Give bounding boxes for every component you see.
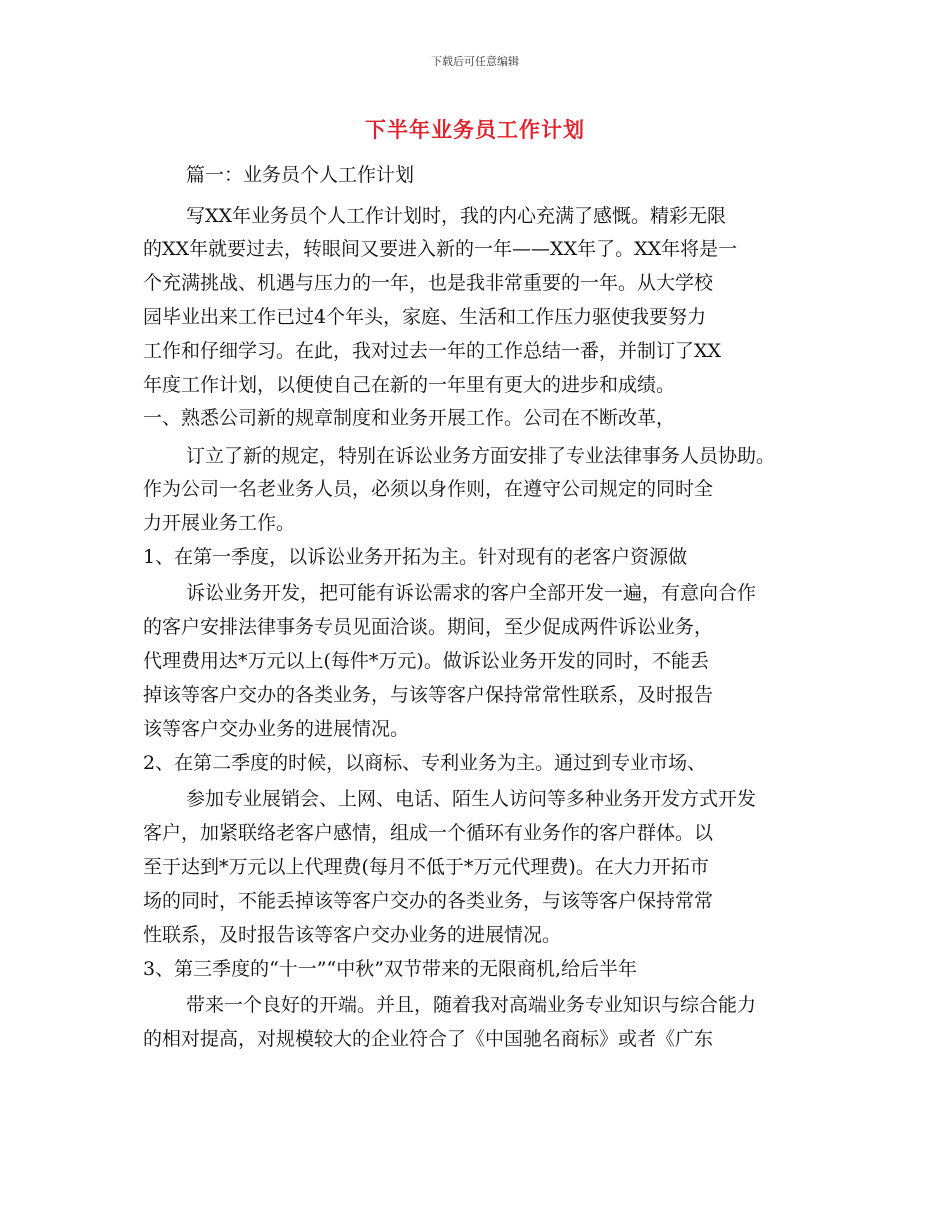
paragraph-line: 一、熟悉公司新的规章制度和业务开展工作。公司在不断改革， [143, 407, 676, 429]
paragraph-line: 带来一个良好的开端。并且，随着我对高端业务专业知识与综合能力 [186, 994, 757, 1016]
section-heading: 篇一：业务员个人工作计划 [186, 164, 415, 186]
paragraph-line: 2、在第二季度的时候，以商标、专利业务为主。通过到专业市场、 [143, 752, 707, 774]
paragraph-line: 参加专业展销会、上网、电话、陌生人访问等多种业务开发方式开发 [186, 788, 757, 810]
paragraph-line: 1、在第一季度，以诉讼业务开拓为主。针对现有的老客户资源做 [143, 546, 688, 568]
paragraph-line: 作为公司一名老业务人员，必须以身作则，在遵守公司规定的同时全 [143, 478, 714, 500]
paragraph-line: 的客户安排法律事务专员见面洽谈。期间，至少促成两件诉讼业务， [143, 616, 714, 638]
paragraph-line: 至于达到*万元以上代理费(每月不低于*万元代理费)。在大力开拓市 [143, 856, 709, 878]
paragraph-line: 的相对提高，对规模较大的企业符合了《中国驰名商标》或者《广东 [143, 1028, 714, 1050]
paragraph-line: 客户，加紧联络老客户感情，组成一个循环有业务作的客户群体。以 [143, 822, 714, 844]
paragraph-line: 力开展业务工作。 [143, 512, 296, 534]
paragraph-line: 诉讼业务开发，把可能有诉讼需求的客户全部开发一遍，有意向合作 [186, 582, 757, 604]
paragraph-line: 订立了新的规定，特别在诉讼业务方面安排了专业法律事务人员协助。 [186, 445, 776, 467]
paragraph-line: 场的同时，不能丢掉该等客户交办的各类业务，与该等客户保持常常 [143, 890, 714, 912]
paragraph-line: 掉该等客户交办的各类业务，与该等客户保持常常性联系，及时报告 [143, 684, 714, 706]
paragraph-line: 个充满挑战、机遇与压力的一年，也是我非常重要的一年。从大学校 [143, 272, 714, 294]
paragraph-line: 工作和仔细学习。在此，我对过去一年的工作总结一番，并制订了XX [143, 340, 722, 362]
document-title: 下半年业务员工作计划 [365, 118, 585, 142]
paragraph-line: 代理费用达*万元以上(每件*万元)。做诉讼业务开发的同时，不能丢 [143, 650, 709, 672]
paragraph-line: 年度工作计划，以便使自己在新的一年里有更大的进步和成绩。 [143, 374, 676, 396]
paragraph-line: 园毕业出来工作已过4个年头，家庭、生活和工作压力驱使我要努力 [143, 306, 707, 328]
paragraph-line: 性联系，及时报告该等客户交办业务的进展情况。 [143, 924, 562, 946]
paragraph-line: 该等客户交办业务的进展情况。 [143, 718, 410, 740]
paragraph-line: 3、第三季度的“十一”“中秋”双节带来的无限商机,给后半年 [143, 958, 637, 980]
paragraph-line: 的XX年就要过去，转眼间又要进入新的一年——XX年了。XX年将是一 [143, 238, 738, 260]
paragraph-line: 写XX年业务员个人工作计划时，我的内心充满了感慨。精彩无限 [186, 205, 727, 227]
page-header: 下载后可任意编辑 [431, 55, 519, 68]
